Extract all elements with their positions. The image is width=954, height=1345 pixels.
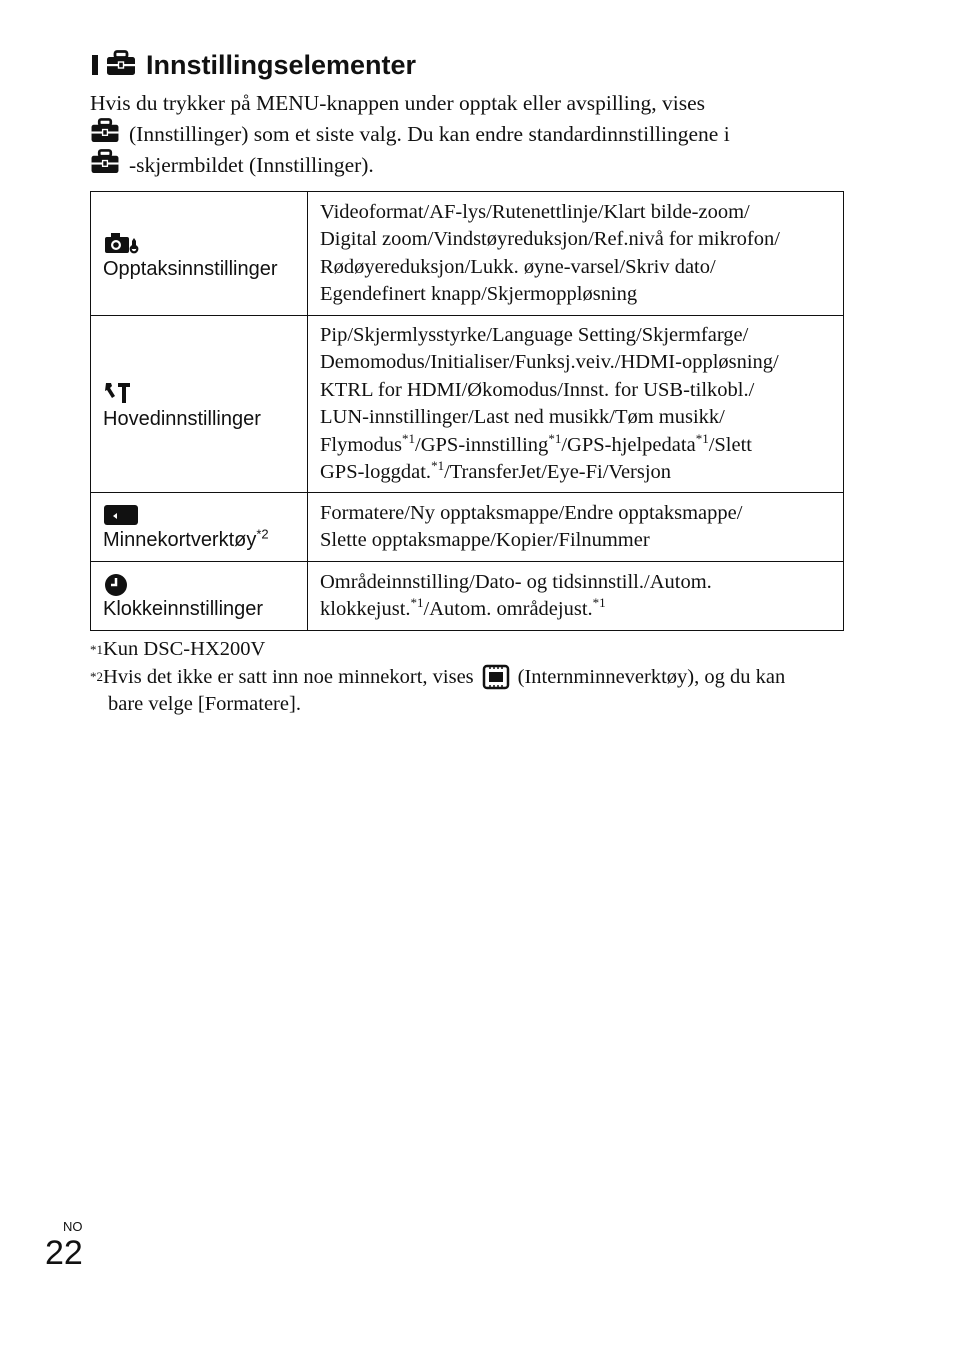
toolbox-icon	[106, 50, 136, 81]
footnote-2: *2 Hvis det ikke er satt inn noe minnekort, vises (Internminneverktøy), og du kan	[90, 664, 850, 692]
footnotes	[90, 636, 850, 719]
category-label: Minnekortverktøy	[103, 529, 257, 551]
category-label: Hovedinnstillinger	[103, 408, 261, 430]
table-row	[91, 493, 844, 562]
heading-bar	[92, 55, 98, 75]
footnote-ref: *1	[592, 595, 606, 611]
page-number: 22	[45, 1234, 83, 1272]
items-line: GPS-loggdat.$^{*1}$/TransferJet/Eye-Fi/Versjon	[320, 458, 672, 483]
footnote-ref: *1	[695, 430, 709, 446]
camera-settings-icon	[103, 226, 307, 256]
clock-icon	[103, 570, 307, 596]
tools-icon	[103, 376, 307, 406]
page-language: NO	[63, 1219, 83, 1234]
section-title: Innstillingselementer	[146, 49, 417, 80]
footnote-2-cont: bare velge [Formatere].	[108, 693, 301, 715]
items-cell: Områdeinnstilling/Dato- og tidsinnstill./Autom. klokkejust.$^{*1}$/Autom. områdejust.$^{*1}$	[308, 562, 844, 631]
internal-memory-icon	[482, 664, 510, 690]
intro-line-2: (Innstillinger) som et siste valg. Du kan endre standardinnstillingene i	[90, 119, 850, 150]
table-row	[91, 316, 844, 493]
category-cell	[91, 192, 308, 316]
settings-table	[90, 191, 844, 631]
section-heading	[92, 48, 416, 82]
table-row	[91, 562, 844, 631]
toolbox-icon	[90, 149, 120, 183]
category-cell	[91, 316, 308, 493]
intro-line-1: Hvis du trykker på MENU-knappen under opptak eller avspilling, vises	[90, 91, 706, 115]
toolbox-icon	[90, 118, 120, 152]
category-cell	[91, 562, 308, 631]
footnote-ref: *1	[402, 430, 416, 446]
footnote-ref: *1	[431, 458, 445, 474]
intro-line-3: -skjermbildet (Innstillinger).	[90, 150, 850, 181]
memory-card-icon	[103, 501, 307, 527]
items-line: Flymodus$^{*1}$/GPS-innstilling$^{*1}$/GPS-hjelpedata$^{*1}$/Slett	[320, 430, 752, 456]
category-cell	[91, 493, 308, 562]
items-cell: Videoformat/AF-lys/Rutenettlinje/Klart bilde-zoom/ Digital zoom/Vindstøyreduksjon/Ref.nivå for mikrofon/ Rødøyereduksjon/Lukk. øyne-varsel/Skriv dato/ Egendefinert knapp/Skjermoppløsning	[308, 192, 844, 316]
category-label: Klokkeinnstillinger	[103, 598, 264, 620]
intro-paragraph	[90, 88, 850, 181]
footnote-1: *1 Kun DSC-HX200V	[90, 638, 266, 660]
footnote-ref: *2	[256, 526, 269, 542]
table-row	[91, 192, 844, 316]
footnote-ref: *1	[548, 430, 562, 446]
category-label: Opptaksinnstillinger	[103, 257, 278, 280]
items-cell: Pip/Skjermlysstyrke/Language Setting/Skjermfarge/ Demomodus/Initialiser/Funksj.veiv./HDMI-oppløsning/ KTRL for HDMI/Økomodus/Innst. for USB-tilkobl./ LUN-innstillinger/Last ned musikk/Tøm musikk/ Flymodus$^{*1}$/GPS-innstilling$^{*1}$/GPS-hjelpedata$^{*1}$/Slett GPS-loggdat.$^{*1}$/TransferJet/Eye-Fi/Versjon	[308, 316, 844, 493]
items-line: klokkejust.$^{*1}$/Autom. områdejust.$^{*1}$	[320, 595, 606, 620]
footnote-ref: *1	[410, 595, 424, 611]
items-cell: Formatere/Ny opptaksmappe/Endre opptaksmappe/ Slette opptaksmappe/Kopier/Filnummer	[308, 493, 844, 562]
